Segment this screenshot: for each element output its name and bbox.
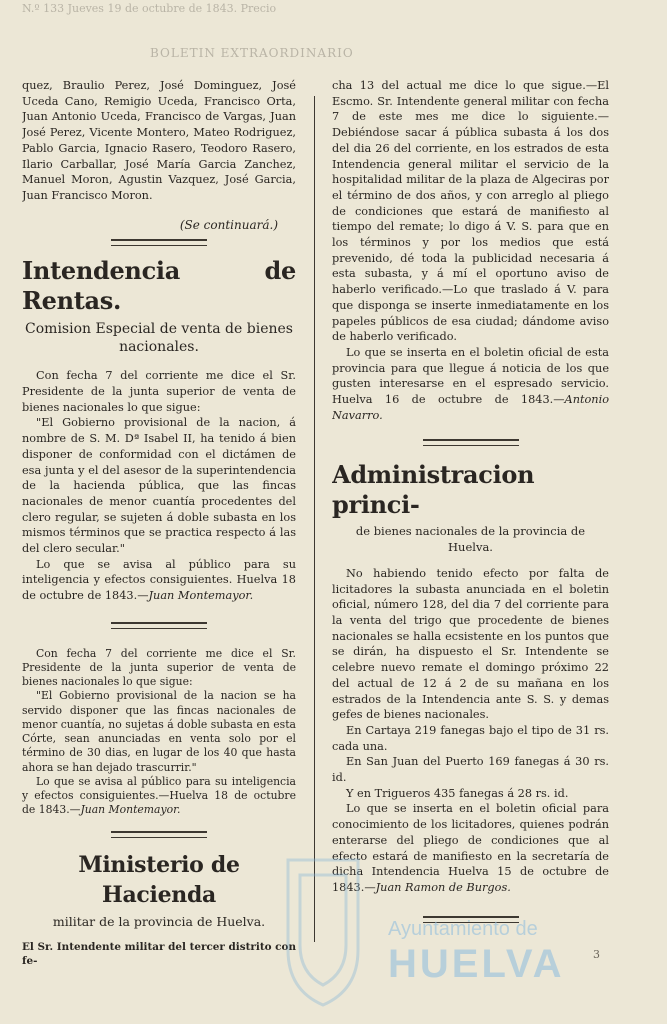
notice2-closing	[22, 775, 296, 818]
faded-header	[0, 0, 667, 60]
notice2-intro: Con fecha 7 del corriente me dice el Sr. Presidente de la junta superior de venta de bienes nacionales lo que sigue:	[22, 646, 296, 689]
name-list: quez, Braulio Perez, José Dominguez, José Uceda Cano, Remigio Uceda, Francisco Orta, Juan Antonio Uceda, Francisco de Vargas, Juan José Perez, Vicente Montero, Mateo Rodriguez, Pablo Garcia, Ignacio Rasero, Teodoro Rasero, Ilario Carballar, José María Garcia Zanchez, Manuel Moron, Agustin Vazquez, José Garcia, Juan Francisco Moron.	[22, 79, 296, 202]
section-rule-2	[111, 831, 207, 838]
notice2-quote: "El Gobierno provisional de la nacion se ha servido disponer que las fincas nacionales de menor cuantía, no sujetas á doble subasta en esta Córte, sean anunciadas en venta solo por el término de 30 dias, en lugar de los 40 que hasta ahora se han dejado trascurrir."	[22, 689, 296, 774]
notice2-closing-text: Lo que se avisa al público para su inteligencia y efectos consiguientes.—Huelva 18 de octubre de 1843.—	[22, 774, 296, 817]
column-divider	[314, 96, 315, 942]
continuara-note: (Se continuará.)	[179, 217, 278, 232]
notice1-closing-text: Lo que se avisa al público para su inteligencia y efectos consiguientes. Huelva 18 de octubre de 1843.—	[22, 557, 296, 603]
notice1-closing	[22, 557, 296, 604]
cartaya-line: En Cartaya 219 fanegas bajo el tipo de 31 rs. cada una.	[332, 723, 609, 753]
notice-rule	[111, 622, 207, 629]
masthead: BOLETIN EXTRAORDINARIO	[150, 46, 354, 60]
section-rule-3	[423, 439, 519, 446]
section-title-administracion: Administracion princi-	[332, 460, 535, 520]
notice2	[22, 647, 296, 817]
burgos-signature: Juan Ramon de Burgos.	[375, 880, 511, 894]
ministerio-signature: Antonio Navarro.	[332, 393, 609, 422]
section-subtitle-bienes: de bienes nacionales de la provincia de Huelva.	[355, 524, 586, 555]
san-juan-line: En San Juan del Puerto 169 fanegas á 30 rs. id.	[332, 755, 609, 785]
section-rule	[111, 239, 207, 246]
section-title-ministerio: Ministerio de Hacienda	[78, 852, 240, 909]
licitadores-closing-text: Lo que se inserta en el boletin oficial para conocimiento de los licitadores, quienes podrán enterarse del pliego de condiciones que al efecto estará de manifiesto en la secretaría de dicha Intendencia Huelva 15 de octubre de 1843.—	[332, 802, 609, 894]
subasta-notice: No habiendo tenido efecto por falta de licitadores la subasta anunciada en el boletin oficial, número 128, del dia 7 del corriente para la venta del trigo que procedente de bienes nacionales se halla ecsistente en los puntos que se dirán, ha dispuesto el Sr. Intendente se celebre nuevo remate el domingo próximo 22 del actual de 12 á 2 de su mañana en los estrados de la Intendencia ante S. S. y demas gefes de bienes nacionales.	[332, 566, 609, 722]
notice2-signature: Juan Montemayor.	[80, 803, 181, 817]
notice1-intro: Con fecha 7 del corriente me dice el Sr. Presidente de la junta superior de venta de bienes nacionales lo que sigue:	[22, 369, 296, 414]
ministerio-closing-text: Lo que se inserta en el boletin oficial de esta provincia para que llegue á noticia de los que gusten interesarse en el espresado servicio. Huelva 16 de octubre de 1843.—	[332, 345, 609, 407]
issue-line: N.º 133 Jueves 19 de octubre de 1843. Precio	[22, 2, 277, 15]
notice1-signature: Juan Montemayor.	[148, 589, 254, 603]
ministerio-continuation: cha 13 del actual me dice lo que sigue.—El Escmo. Sr. Intendente general militar con fecha 7 de este mes me dice lo siguiente.—Debiéndose sacar á pública subasta á los dos del dia 26 del corriente, en los estrados de esta Intendencia general militar el servicio de la hospitalidad militar de la plaza de Algeciras por el término de dos años, y con arreglo al pliego de condiciones que estará de manifiesto al tiempo del remate; lo digo á V. S. para que en los términos y por los medios que está prevenido, dé toda la publicidad necesaria á esta subasta, y á mí el oportuno aviso de haberlo verificado.—Lo que traslado á V. para que disponga se inserte inmediatamente en los papeles públicos de esa ciudad; dándome aviso de haberlo verificado.	[332, 79, 609, 344]
watermark-line1: Ayuntamiento de	[388, 918, 538, 940]
section-title-intendencia: Intendencia de Rentas.	[22, 256, 296, 316]
watermark-line2: HUELVA	[388, 942, 565, 986]
ministerio-closing	[332, 345, 609, 424]
trigueros-line: Y en Trigueros 435 fanegas á 28 rs. id.	[346, 786, 569, 800]
corner-mark: 3	[593, 948, 600, 961]
left-column	[22, 78, 296, 1004]
section-subtitle-militar: militar de la provincia de Huelva.	[52, 914, 266, 930]
notice1-quote: "El Gobierno provisional de la nacion, á nombre de S. M. Dª Isabel II, ha tenido á bien disponer de conformidad con el dictámen de esa junta y el del asesor de la superintendencia de la hacienda pública, que las fincas nacionales de menor cuantía procedentes del clero regular, se sujeten á doble subasta en los mismos términos que se practica respecto á las del clero secular."	[22, 416, 296, 556]
section-subtitle-comision: Comision Especial de venta de bienes nacionales.	[25, 321, 293, 356]
ministerio-opening: El Sr. Intendente militar del tercer distrito con fe-	[22, 941, 296, 968]
